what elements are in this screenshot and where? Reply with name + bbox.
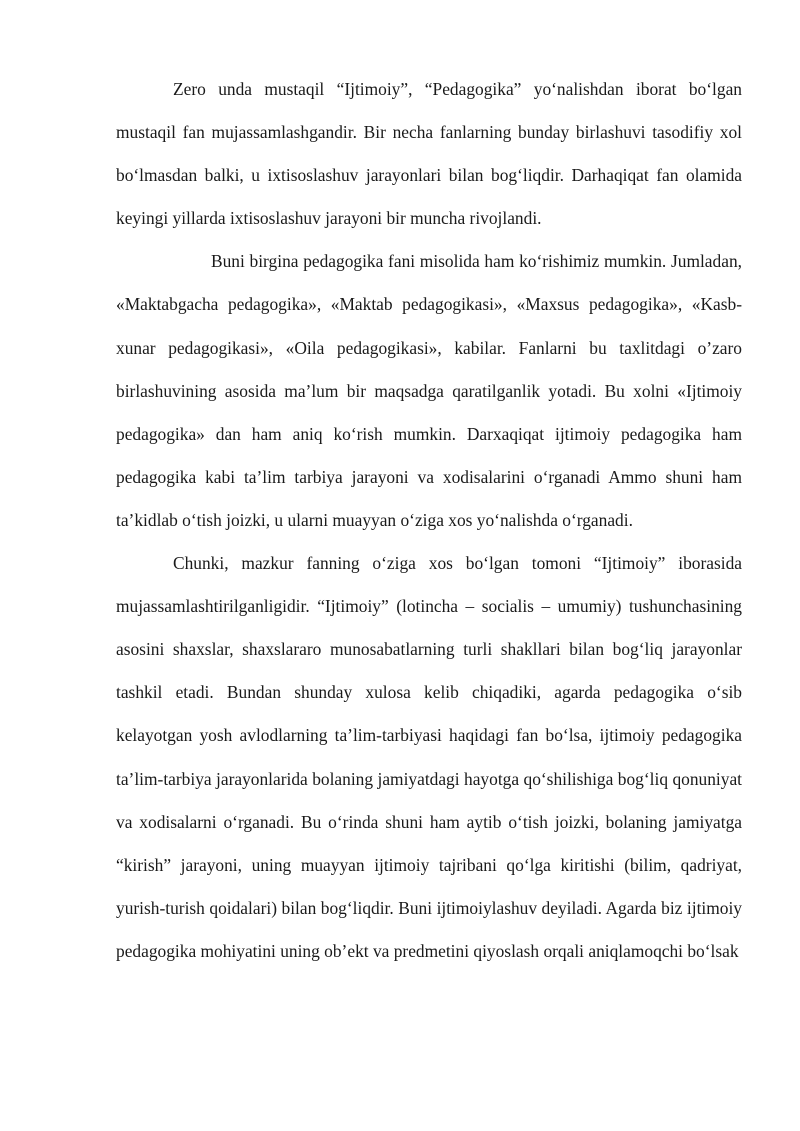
paragraph-3: Chunki, mazkur fanning o‘ziga xos bo‘lgan tomoni “Ijtimoiy” iborasida mujassamlashtirilganligidir. “Ijtimoiy” (lotincha – socialis – umumiy) tushunchasining asosini shaxslar, shaxslararo munosabatlarning turli shakllari bilan bog‘liq jarayonlar tashkil etadi. Bundan shunday xulosa kelib chiqadiki, agarda pedagogika o‘sib kelayotgan yosh avlodlarning ta’lim-tarbiyasi haqidagi fan bo‘lsa, ijtimoiy pedagogika ta’lim-tarbiya jarayonlarida bolaning jamiyatdagi hayotga qo‘shilishiga bog‘liq qonuniyat va xodisalarni o‘rganadi. Bu o‘rinda shuni ham aytib o‘tish joizki, bolaning jamiyatga “kirish” jarayoni, uning muayyan ijtimoiy tajribani qo‘lga kiritishi (bilim, qadriyat, yurish-turish qoidalari) bilan bog‘liqdir. Buni ijtimoiylashuv deyiladi. Agarda biz ijtimoiy pedagogika mohiyatini uning ob’ekt va predmetini qiyoslash orqali aniqlamoqchi bo‘lsak <box>116 553 742 961</box>
paragraph-1: Zero unda mustaqil “Ijtimoiy”, “Pedagogika” yo‘nalishdan iborat bo‘lgan mustaqil fan mujassamlashgandir. Bir necha fanlarning bunday birlashuvi tasodifiy xol bo‘lmasdan balki, u ixtisoslashuv jarayonlari bilan bog‘liqdir. Darhaqiqat fan olamida keyingi yillarda ixtisoslashuv jarayoni bir muncha rivojlandi. <box>116 79 742 229</box>
paragraph-2: Buni birgina pedagogika fani misolida ham ko‘rishimiz mumkin. Jumladan, «Maktabgacha pedagogika», «Maktab pedagogikasi», «Maxsus pedagogika», «Kasb-xunar pedagogikasi», «Oila pedagogikasi», kabilar. Fanlarni bu taxlitdagi o’zaro birlashuvining asosida ma’lum bir maqsadga qaratilganlik yotadi. Bu xolni «Ijtimoiy pedagogika» dan ham aniq ko‘rish mumkin. Darxaqiqat ijtimoiy pedagogika ham pedagogika kabi ta’lim tarbiya jarayoni va xodisalarini o‘rganadi Ammo shuni ham ta’kidlab o‘tish joizki, u ularni muayyan o‘ziga xos yo‘nalishda o‘rganadi. <box>116 251 742 530</box>
document-body <box>116 68 742 973</box>
